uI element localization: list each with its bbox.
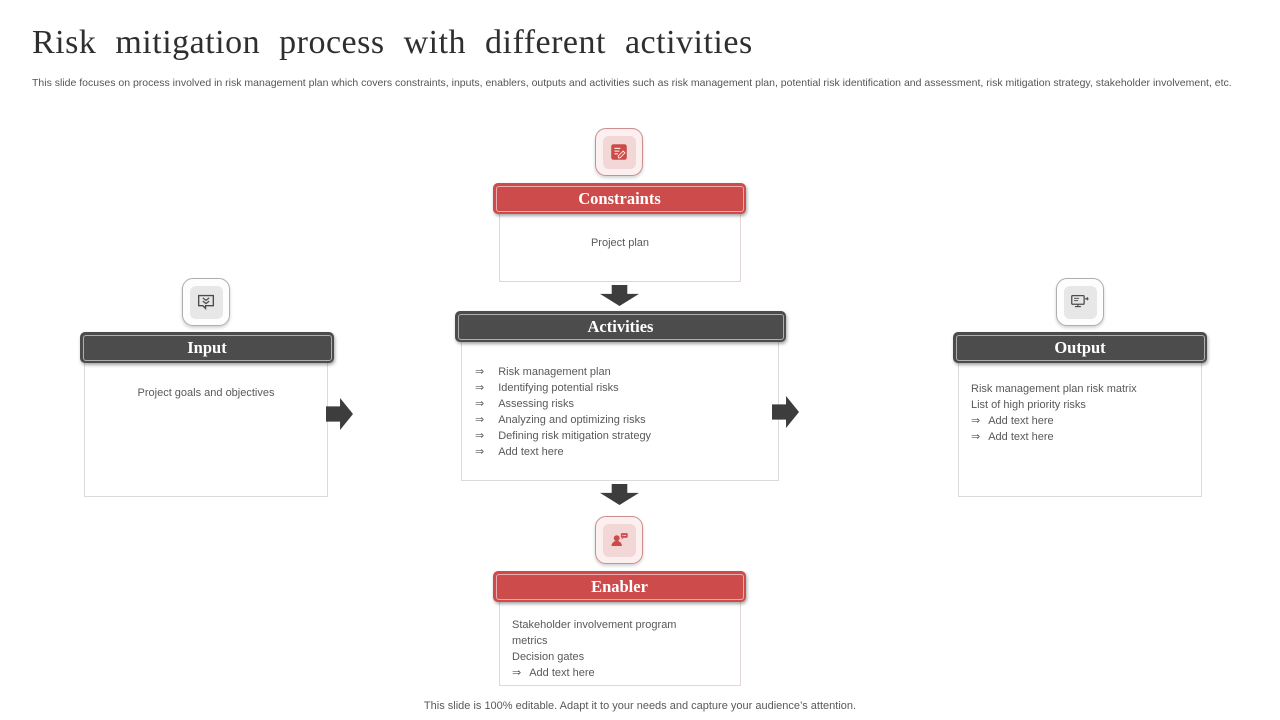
text-line-content: Add text here [529,667,595,679]
text-line [971,381,1185,397]
enabler-body [499,600,741,686]
text-line [512,649,710,665]
text-line-content: Add text here [988,431,1054,443]
text-line [512,665,710,681]
text-line [475,364,768,380]
text-line [475,380,768,396]
bullet-arrow-glyph: ⇒ [475,446,485,458]
text-line [475,412,768,428]
person-speech-icon [603,524,636,557]
text-line [475,444,768,460]
bullet-arrow-glyph: ⇒ [475,430,485,442]
slide-description: This slide focuses on process involved in risk management plan which covers constraints, inputs, enablers, outputs and activities such as risk management plan, potential risk identification and assessment, risk mitigation strategy, stakeholder involvement, etc. [32,77,1232,89]
bullet-arrow-glyph: ⇒ [475,414,485,426]
bullet-arrow-glyph: ⇒ [475,398,485,410]
output-label: Output [1054,337,1106,357]
text-line-content: Risk management plan [498,366,611,378]
constraints-label: Constraints [578,188,661,208]
bullet-arrow-glyph: ⇒ [971,415,981,427]
text-line-content: Defining risk mitigation strategy [498,430,652,442]
enabler-icon-card [595,516,643,564]
text-line [500,235,740,251]
bullet-arrow-glyph: ⇒ [475,366,485,378]
activities-body [461,341,779,481]
text-line-content: Assessing risks [498,398,575,410]
text-line [971,429,1185,445]
text-line [475,396,768,412]
output-header [953,332,1207,363]
activities-header [455,311,786,342]
bullet-arrow-glyph: ⇒ [475,382,485,394]
slide-footer: This slide is 100% editable. Adapt it to your needs and capture your audience’s attention. [423,700,857,712]
bullet-arrow-glyph: ⇒ [512,667,522,679]
slide-title: Risk mitigation process with different activities [32,24,753,61]
text-line [971,413,1185,429]
inbox-chevrons-icon [190,286,223,319]
text-line [971,397,1185,413]
text-line-content: Risk management plan risk matrix [971,383,1137,395]
monitor-export-icon [1064,286,1097,319]
arrow-down-constraints-to-activities [600,285,639,306]
text-line-content: Project plan [590,237,650,249]
activities-label: Activities [587,316,654,336]
constraints-icon-card [595,128,643,176]
text-line-content: List of high priority risks [971,399,1086,411]
text-line-content: Add text here [988,415,1054,427]
text-line-content: Stakeholder involvement program metrics [512,619,677,647]
text-line-content: Identifying potential risks [498,382,619,394]
input-icon-card [182,278,230,326]
constraints-body [499,212,741,282]
enabler-header [493,571,746,602]
text-line [85,385,327,401]
text-line-content: Add text here [498,446,564,458]
input-label: Input [187,337,227,357]
output-icon-card [1056,278,1104,326]
text-line-content: Project goals and objectives [137,387,275,399]
enabler-label: Enabler [591,576,648,596]
text-line-content: Decision gates [512,651,585,663]
arrow-down-activities-to-enabler [600,484,639,505]
text-line [512,617,710,649]
input-body [84,362,328,497]
arrow-right-input-to-activities [326,398,353,430]
constraints-header [493,183,746,214]
notes-pencil-icon [603,136,636,169]
output-body [958,362,1202,497]
text-line-content: Analyzing and optimizing risks [498,414,646,426]
bullet-arrow-glyph: ⇒ [971,431,981,443]
text-line [475,428,768,444]
input-header [80,332,334,363]
